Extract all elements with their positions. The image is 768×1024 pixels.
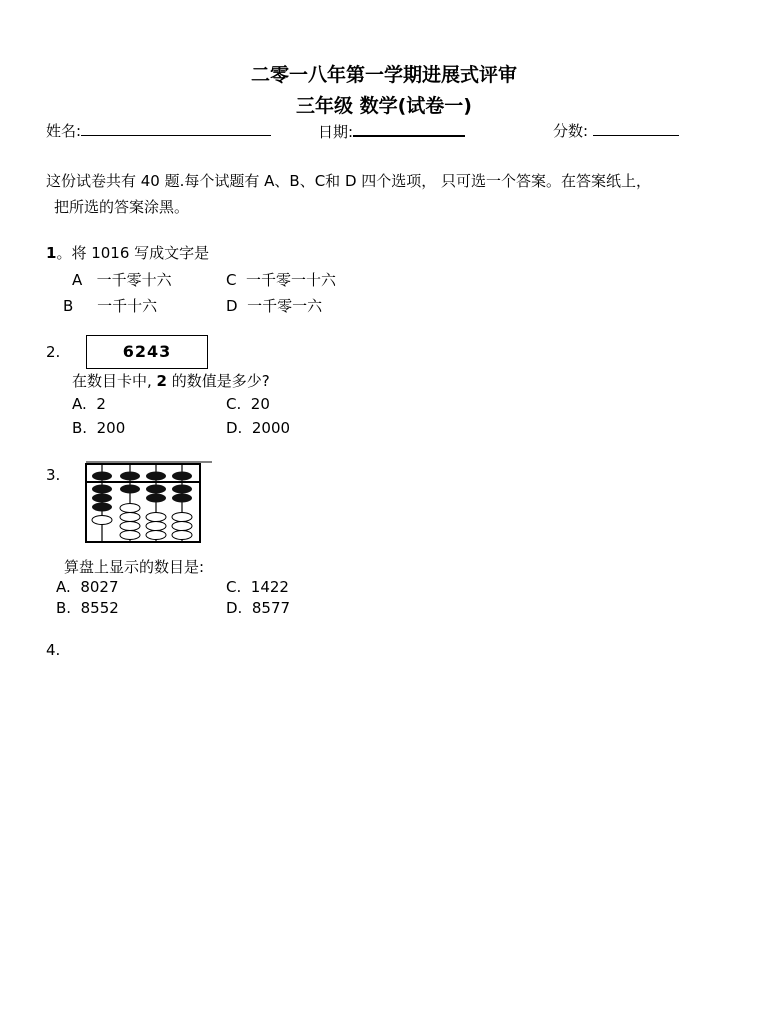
- question-number: 4.: [46, 641, 61, 659]
- option-letter: D.: [226, 419, 243, 437]
- option-text: 一千零一六: [247, 297, 323, 315]
- option-text: 1422: [250, 578, 289, 596]
- question-prompt: 。将 1016 写成文字是: [56, 244, 210, 262]
- option-b: [72, 419, 125, 437]
- option-text: 200: [96, 419, 126, 437]
- option-c: [226, 578, 289, 596]
- date-label: 日期:: [318, 123, 354, 141]
- option-d: [226, 295, 322, 316]
- option-text: 8552: [80, 599, 119, 617]
- question-number: 3.: [46, 466, 61, 484]
- option-letter: C.: [226, 395, 242, 413]
- question-prompt: 算盘上显示的数目是:: [64, 558, 205, 576]
- option-b: [63, 295, 157, 316]
- name-blank: [81, 120, 271, 136]
- prompt-text: 的数值是多少?: [166, 372, 270, 390]
- option-text: 一千零一十六: [246, 271, 337, 289]
- page-subtitle: 三年级 数学(试卷一): [296, 95, 472, 117]
- option-text: 2000: [251, 419, 291, 437]
- instructions-line-1: 这份试卷共有 40 题.每个试题有 A、B、C和 D 四个选项， 只可选一个答案。在答案纸上，: [46, 172, 652, 190]
- question-prompt: [72, 370, 270, 391]
- option-letter: C: [226, 271, 237, 289]
- option-letter: B.: [72, 419, 88, 437]
- option-a: [72, 395, 106, 413]
- question-number: 2.: [46, 343, 61, 361]
- name-field: [46, 120, 271, 141]
- name-label: 姓名:: [46, 122, 82, 140]
- option-letter: A: [72, 271, 83, 289]
- option-text: 2: [96, 395, 106, 413]
- option-text: 一千零十六: [96, 271, 172, 289]
- option-d: [226, 599, 290, 617]
- number-card: 6243: [86, 335, 208, 369]
- option-letter: B.: [56, 599, 72, 617]
- option-text: 一千十六: [97, 297, 158, 315]
- option-letter: A.: [72, 395, 87, 413]
- option-d: [226, 419, 290, 437]
- prompt-digit: 2: [156, 372, 167, 390]
- question-number: 1: [46, 244, 57, 262]
- abacus-image: [84, 460, 214, 546]
- option-text: 8027: [80, 578, 119, 596]
- option-c: [226, 269, 336, 290]
- option-letter: B: [63, 297, 74, 315]
- date-field: [318, 120, 465, 142]
- option-letter: C.: [226, 578, 242, 596]
- option-text: 8577: [251, 599, 291, 617]
- question-1: [46, 242, 209, 263]
- date-blank: [353, 120, 465, 137]
- option-letter: D: [226, 297, 238, 315]
- option-a: [56, 578, 119, 596]
- option-letter: A.: [56, 578, 71, 596]
- option-a: [72, 269, 172, 290]
- option-b: [56, 599, 119, 617]
- option-text: 20: [250, 395, 270, 413]
- prompt-text: 在数目卡中,: [72, 372, 157, 390]
- score-label: 分数:: [553, 122, 589, 140]
- page-title: 二零一八年第一学期进展式评审: [250, 64, 517, 86]
- score-blank: [593, 120, 679, 136]
- score-field: [553, 120, 679, 141]
- instructions-line-2: 把所选的答案涂黑。: [54, 198, 190, 216]
- option-letter: D.: [226, 599, 243, 617]
- option-c: [226, 395, 270, 413]
